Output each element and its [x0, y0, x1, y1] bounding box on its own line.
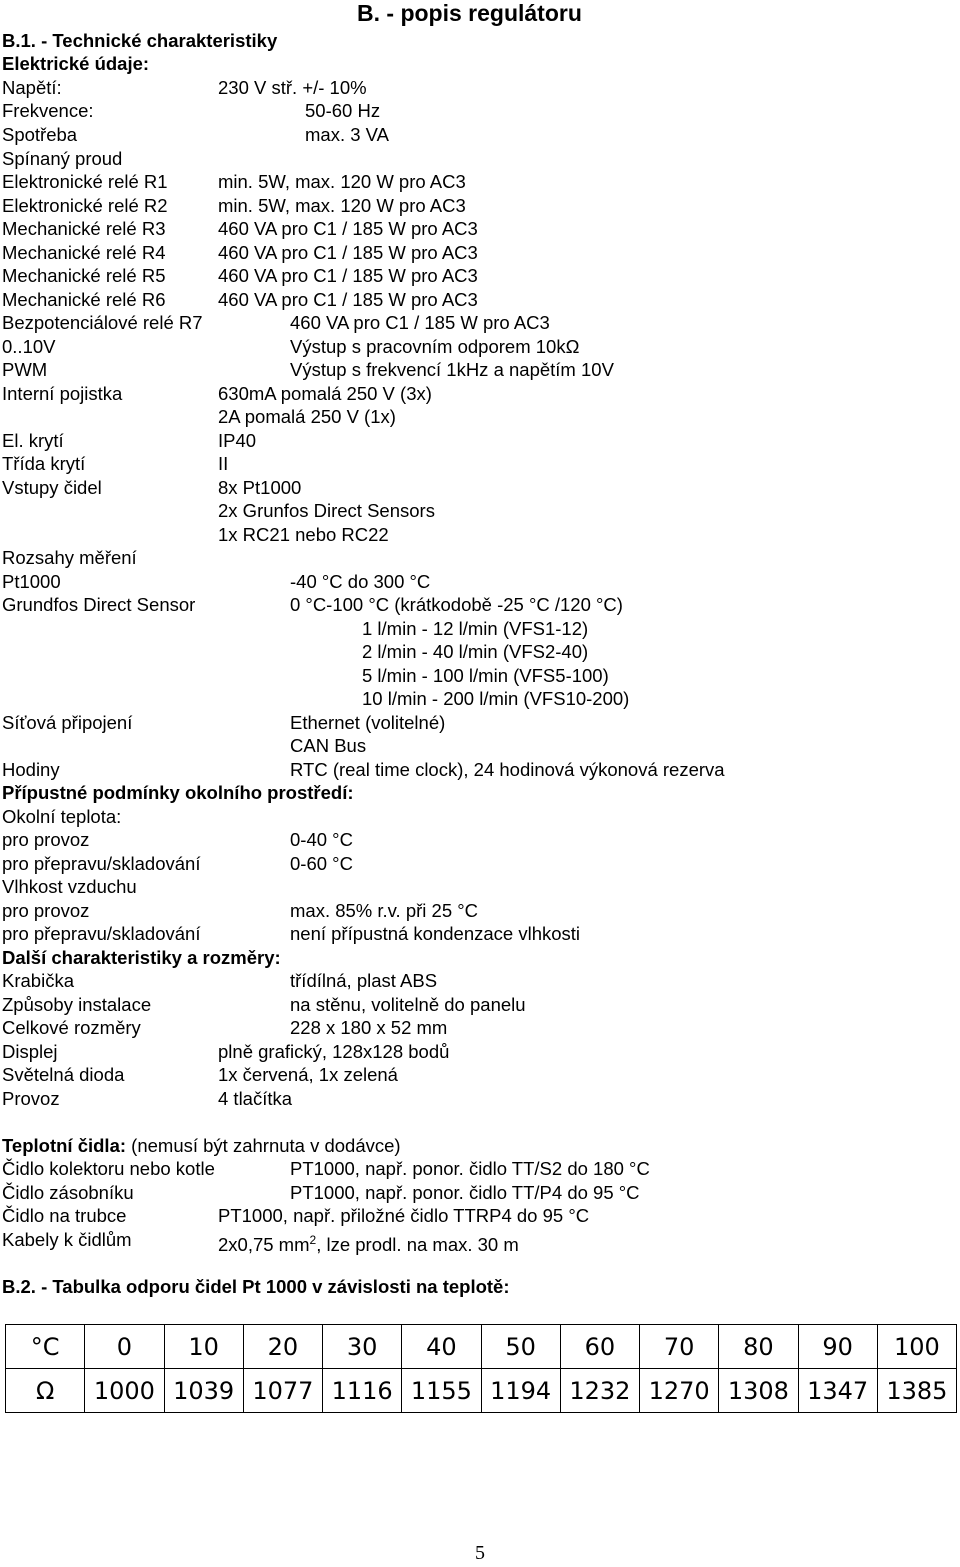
spec-label: Grundfos Direct Sensor	[2, 594, 196, 615]
spec-label: Síťová připojení	[2, 712, 133, 733]
spec-value: 460 VA pro C1 / 185 W pro AC3	[218, 242, 478, 263]
cable-value-main: 2x0,75 mm	[218, 1234, 310, 1256]
table-cell: 90	[798, 1325, 877, 1369]
spec-value: na stěnu, volitelně do panelu	[290, 994, 526, 1015]
spec-value: 1x červená, 1x zelená	[218, 1064, 398, 1085]
spec-label: Frekvence:	[2, 100, 94, 121]
table-cell: 1039	[164, 1369, 243, 1413]
spec-label: Spínaný proud	[2, 148, 123, 169]
spec-value: 10 l/min - 200 l/min (VFS10-200)	[362, 688, 630, 709]
spec-label: El. krytí	[2, 430, 64, 451]
spec-value: 230 V stř. +/- 10%	[218, 77, 367, 98]
table-cell: 1308	[719, 1369, 798, 1413]
table-cell: 10	[164, 1325, 243, 1369]
table-cell: 1347	[798, 1369, 877, 1413]
table-cell: 1116	[323, 1369, 402, 1413]
sensors-note: (nemusí být zahrnuta v dodávce)	[126, 1135, 401, 1156]
spec-value: 1 l/min - 12 l/min (VFS1-12)	[362, 618, 589, 639]
table-cell: 40	[402, 1325, 481, 1369]
spec-label: Mechanické relé R6	[2, 289, 166, 310]
spec-value: IP40	[218, 430, 257, 451]
table-cell: 1232	[560, 1369, 639, 1413]
spec-value: Ethernet (volitelné)	[290, 712, 446, 733]
spec-label: Mechanické relé R3	[2, 218, 166, 239]
electrical-heading: Elektrické údaje:	[2, 53, 150, 74]
spec-label: Spotřeba	[2, 124, 78, 145]
spec-label: pro přepravu/skladování	[2, 853, 201, 874]
spec-label: Displej	[2, 1041, 58, 1062]
table-cell: °C	[6, 1325, 85, 1369]
spec-value: 5 l/min - 100 l/min (VFS5-100)	[362, 665, 609, 686]
spec-value: plně grafický, 128x128 bodů	[218, 1041, 450, 1062]
table-cell: Ω	[6, 1369, 85, 1413]
spec-label: Napětí:	[2, 77, 62, 98]
spec-value: 8x Pt1000	[218, 477, 302, 498]
spec-label: Provoz	[2, 1088, 60, 1109]
cable-value-rest: , lze prodl. na max. 30 m	[316, 1234, 519, 1256]
table-cell: 1270	[640, 1369, 719, 1413]
table-cell: 20	[243, 1325, 322, 1369]
spec-value: třídílná, plast ABS	[290, 970, 438, 991]
spec-value: 228 x 180 x 52 mm	[290, 1017, 448, 1038]
spec-label: 0..10V	[2, 336, 56, 357]
table-cell: 1155	[402, 1369, 481, 1413]
resistance-table	[5, 1324, 957, 1413]
table-cell: 80	[719, 1325, 798, 1369]
spec-value: 50-60 Hz	[305, 100, 381, 121]
spec-label: Krabička	[2, 970, 74, 991]
spec-value: 1x RC21 nebo RC22	[218, 524, 389, 545]
spec-label: Pt1000	[2, 571, 61, 592]
page-number: 5	[475, 1542, 485, 1564]
table-cell: 50	[481, 1325, 560, 1369]
spec-value: 4 tlačítka	[218, 1088, 293, 1109]
cable-value-sup: 2	[309, 1233, 317, 1247]
spec-value: 460 VA pro C1 / 185 W pro AC3	[218, 218, 478, 239]
spec-value: 2 l/min - 40 l/min (VFS2-40)	[362, 641, 589, 662]
spec-label: Mechanické relé R4	[2, 242, 166, 263]
table-cell: 1194	[481, 1369, 560, 1413]
spec-value: 2A pomalá 250 V (1x)	[218, 406, 396, 427]
spec-label: Bezpotenciálové relé R7	[2, 312, 203, 333]
sensor-value: PT1000, např. ponor. čidlo TT/S2 do 180 °C	[290, 1158, 650, 1179]
spec-value: max. 85% r.v. při 25 °C	[290, 900, 479, 921]
spec-value: min. 5W, max. 120 W pro AC3	[218, 171, 466, 192]
other-characteristics-heading: Další charakteristiky a rozměry:	[2, 947, 281, 968]
spec-label: Interní pojistka	[2, 383, 123, 404]
sensors-heading: Teplotní čidla:	[2, 1135, 127, 1156]
spec-label: Způsoby instalace	[2, 994, 152, 1015]
spec-value: -40 °C do 300 °C	[290, 571, 431, 592]
spec-label: PWM	[2, 359, 48, 380]
sensor-label: Čidlo na trubce	[2, 1205, 127, 1226]
spec-value: 460 VA pro C1 / 185 W pro AC3	[218, 265, 478, 286]
spec-label: Mechanické relé R5	[2, 265, 166, 286]
spec-value: 460 VA pro C1 / 185 W pro AC3	[290, 312, 550, 333]
spec-value: max. 3 VA	[305, 124, 389, 145]
sensor-value: PT1000, např. ponor. čidlo TT/P4 do 95 °C	[290, 1182, 640, 1203]
b1-heading: B.1. - Technické charakteristiky	[2, 30, 278, 51]
spec-label: Vlhkost vzduchu	[2, 876, 137, 897]
table-cell: 1077	[243, 1369, 322, 1413]
sensor-label: Čidlo zásobníku	[2, 1182, 134, 1203]
sensor-value	[218, 1229, 519, 1256]
spec-label: pro provoz	[2, 900, 90, 921]
spec-label: Rozsahy měření	[2, 547, 137, 568]
sensor-label: Čidlo kolektoru nebo kotle	[2, 1158, 215, 1179]
table-cell: 100	[877, 1325, 956, 1369]
spec-value: 0-40 °C	[290, 829, 353, 850]
spec-label: Okolní teplota:	[2, 806, 122, 827]
spec-value: 460 VA pro C1 / 185 W pro AC3	[218, 289, 478, 310]
environment-heading: Přípustné podmínky okolního prostředí:	[2, 782, 354, 803]
spec-value: min. 5W, max. 120 W pro AC3	[218, 195, 466, 216]
spec-label: pro provoz	[2, 829, 90, 850]
table-row-temperature	[6, 1325, 957, 1369]
table-cell: 30	[323, 1325, 402, 1369]
table-cell: 1385	[877, 1369, 956, 1413]
spec-value: 0 °C-100 °C (krátkodobě -25 °C /120 °C)	[290, 594, 623, 615]
spec-value: 630mA pomalá 250 V (3x)	[218, 383, 432, 404]
spec-label: Světelná dioda	[2, 1064, 125, 1085]
sensor-value: PT1000, např. přiložné čidlo TTRP4 do 95 °C	[218, 1205, 590, 1226]
spec-value: CAN Bus	[290, 735, 367, 756]
spec-label: Elektronické relé R2	[2, 195, 168, 216]
section-title: B. - popis regulátoru	[357, 0, 582, 26]
table-row-resistance	[6, 1369, 957, 1413]
spec-value: Výstup s pracovním odporem 10kΩ	[290, 336, 580, 357]
sensor-label: Kabely k čidlům	[2, 1229, 132, 1250]
table-cell: 0	[85, 1325, 164, 1369]
table-cell: 1000	[85, 1369, 164, 1413]
sensors-heading-line	[2, 1135, 401, 1157]
spec-label: pro přepravu/skladování	[2, 923, 201, 944]
spec-value: Výstup s frekvencí 1kHz a napětím 10V	[290, 359, 614, 380]
spec-value: 0-60 °C	[290, 853, 353, 874]
spec-label: Hodiny	[2, 759, 60, 780]
table-cell: 60	[560, 1325, 639, 1369]
table-cell: 70	[640, 1325, 719, 1369]
spec-value: RTC (real time clock), 24 hodinová výkonová rezerva	[290, 759, 725, 780]
spec-value: není přípustná kondenzace vlhkosti	[290, 923, 581, 944]
spec-value: II	[218, 453, 229, 474]
spec-label: Třída krytí	[2, 453, 86, 474]
spec-label: Vstupy čidel	[2, 477, 102, 498]
b2-heading: B.2. - Tabulka odporu čidel Pt 1000 v závislosti na teplotě:	[2, 1276, 510, 1297]
spec-value: 2x Grunfos Direct Sensors	[218, 500, 435, 521]
spec-label: Elektronické relé R1	[2, 171, 168, 192]
spec-label: Celkové rozměry	[2, 1017, 141, 1038]
